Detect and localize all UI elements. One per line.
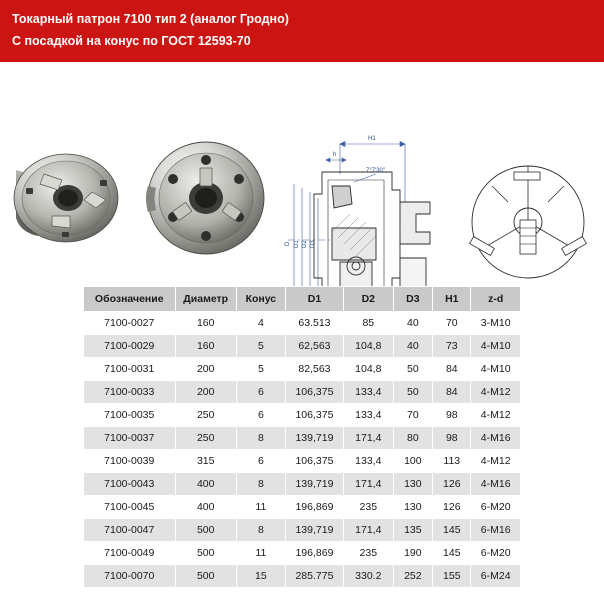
cell-h1: 70: [433, 312, 471, 335]
cell-d1: 62,563: [285, 335, 343, 358]
cell-taper: 5: [236, 335, 285, 358]
cell-h1: 84: [433, 358, 471, 381]
cell-h1: 84: [433, 381, 471, 404]
cell-d3: 40: [393, 312, 433, 335]
cell-designation: 7100-0037: [84, 427, 176, 450]
label-d3: D3: [310, 240, 316, 248]
cell-diameter: 160: [175, 312, 236, 335]
cell-d2: 171,4: [344, 427, 393, 450]
column-header-d3: D3: [393, 287, 433, 312]
cell-designation: 7100-0043: [84, 473, 176, 496]
cell-h1: 155: [433, 565, 471, 588]
cell-d2: 133,4: [344, 381, 393, 404]
column-header-d1: D1: [285, 287, 343, 312]
label-angle: 7°7'30": [366, 168, 386, 174]
cell-d3: 252: [393, 565, 433, 588]
cell-d1: 139,719: [285, 473, 343, 496]
cell-designation: 7100-0027: [84, 312, 176, 335]
cell-h1: 126: [433, 496, 471, 519]
cell-designation: 7100-0033: [84, 381, 176, 404]
cell-taper: 11: [236, 496, 285, 519]
page-subtitle: С посадкой на конус по ГОСТ 12593-70: [12, 34, 251, 48]
cell-designation: 7100-0035: [84, 404, 176, 427]
cell-h1: 113: [433, 450, 471, 473]
cell-designation: 7100-0045: [84, 496, 176, 519]
column-header-designation: Обозначение: [84, 287, 176, 312]
cell-d1: 196,869: [285, 496, 343, 519]
cell-d1: 139,719: [285, 519, 343, 542]
column-header-taper: Конус: [236, 287, 285, 312]
table-row: [84, 335, 521, 358]
cell-diameter: 400: [175, 473, 236, 496]
cell-zd: 4-М12: [471, 404, 521, 427]
cell-zd: 6-М16: [471, 519, 521, 542]
cell-taper: 4: [236, 312, 285, 335]
label-d2: D2: [302, 240, 308, 248]
cell-d3: 50: [393, 381, 433, 404]
column-header-diameter: Диаметр: [175, 287, 236, 312]
cell-d2: 235: [344, 542, 393, 565]
cell-taper: 6: [236, 381, 285, 404]
cell-d3: 40: [393, 335, 433, 358]
cell-h1: 98: [433, 404, 471, 427]
cell-d2: 171,4: [344, 473, 393, 496]
chuck-front-drawing: [458, 158, 598, 288]
cell-designation: 7100-0029: [84, 335, 176, 358]
column-header-h1: H1: [433, 287, 471, 312]
table-body: [84, 312, 521, 588]
cell-h1: 145: [433, 542, 471, 565]
cell-zd: 4-М12: [471, 450, 521, 473]
cell-taper: 15: [236, 565, 285, 588]
cell-d3: 50: [393, 358, 433, 381]
cell-diameter: 500: [175, 565, 236, 588]
cell-d2: 330.2: [344, 565, 393, 588]
cell-diameter: 250: [175, 427, 236, 450]
cell-taper: 8: [236, 427, 285, 450]
cell-diameter: 500: [175, 542, 236, 565]
cell-d3: 80: [393, 427, 433, 450]
table-row: [84, 473, 521, 496]
cell-zd: 4-М12: [471, 381, 521, 404]
cell-zd: 4-М16: [471, 473, 521, 496]
cell-d3: 130: [393, 473, 433, 496]
cell-d2: 171,4: [344, 519, 393, 542]
cell-zd: 4-М10: [471, 335, 521, 358]
cell-d2: 235: [344, 496, 393, 519]
table-header-row: [84, 287, 521, 312]
cell-d2: 133,4: [344, 450, 393, 473]
cell-d1: 106,375: [285, 450, 343, 473]
cell-h1: 126: [433, 473, 471, 496]
cell-zd: 3-M10: [471, 312, 521, 335]
cell-d1: 139,719: [285, 427, 343, 450]
cell-zd: 6-М20: [471, 542, 521, 565]
cell-d3: 100: [393, 450, 433, 473]
cell-d2: 104,8: [344, 358, 393, 381]
label-h: h: [333, 152, 337, 158]
cell-diameter: 200: [175, 358, 236, 381]
cell-d1: 285.775: [285, 565, 343, 588]
cell-d2: 85: [344, 312, 393, 335]
label-h1: H1: [368, 136, 376, 142]
table-row: [84, 404, 521, 427]
specs-table: [83, 286, 521, 588]
specs-table-wrapper: [83, 286, 521, 588]
page-header: [0, 0, 604, 62]
illustration-strip: [0, 62, 604, 277]
cell-zd: 6-М20: [471, 496, 521, 519]
chuck-photo-angled: [4, 140, 132, 250]
cell-d1: 196,869: [285, 542, 343, 565]
cell-d3: 70: [393, 404, 433, 427]
label-d: D: [285, 241, 291, 246]
cell-h1: 145: [433, 519, 471, 542]
cell-d2: 133,4: [344, 404, 393, 427]
cell-designation: 7100-0031: [84, 358, 176, 381]
table-row: [84, 312, 521, 335]
cell-taper: 5: [236, 358, 285, 381]
table-row: [84, 565, 521, 588]
cell-h1: 98: [433, 427, 471, 450]
cell-d3: 130: [393, 496, 433, 519]
cell-designation: 7100-0049: [84, 542, 176, 565]
cell-diameter: 250: [175, 404, 236, 427]
table-row: [84, 427, 521, 450]
cell-designation: 7100-0039: [84, 450, 176, 473]
table-row: [84, 381, 521, 404]
page-title: Токарный патрон 7100 тип 2 (аналог Гродно): [12, 12, 289, 26]
cell-diameter: 160: [175, 335, 236, 358]
cell-d3: 135: [393, 519, 433, 542]
cell-diameter: 400: [175, 496, 236, 519]
table-row: [84, 358, 521, 381]
cell-diameter: 500: [175, 519, 236, 542]
cell-h1: 73: [433, 335, 471, 358]
cell-diameter: 315: [175, 450, 236, 473]
cell-d3: 190: [393, 542, 433, 565]
cell-zd: 4-М16: [471, 427, 521, 450]
cell-d1: 63.513: [285, 312, 343, 335]
table-row: [84, 519, 521, 542]
table-row: [84, 496, 521, 519]
table-row: [84, 450, 521, 473]
cell-taper: 11: [236, 542, 285, 565]
cell-d2: 104,8: [344, 335, 393, 358]
chuck-photo-front: [140, 134, 270, 262]
label-d1: D1: [294, 240, 300, 248]
table-row: [84, 542, 521, 565]
cell-taper: 8: [236, 473, 285, 496]
cell-designation: 7100-0070: [84, 565, 176, 588]
column-header-zd: z-d: [471, 287, 521, 312]
cell-taper: 8: [236, 519, 285, 542]
cell-taper: 6: [236, 450, 285, 473]
cell-d1: 106,375: [285, 404, 343, 427]
cell-taper: 6: [236, 404, 285, 427]
cell-diameter: 200: [175, 381, 236, 404]
cell-zd: 4-М10: [471, 358, 521, 381]
cell-d1: 82,563: [285, 358, 343, 381]
cell-designation: 7100-0047: [84, 519, 176, 542]
cell-d1: 106,375: [285, 381, 343, 404]
cell-zd: 6-М24: [471, 565, 521, 588]
column-header-d2: D2: [344, 287, 393, 312]
